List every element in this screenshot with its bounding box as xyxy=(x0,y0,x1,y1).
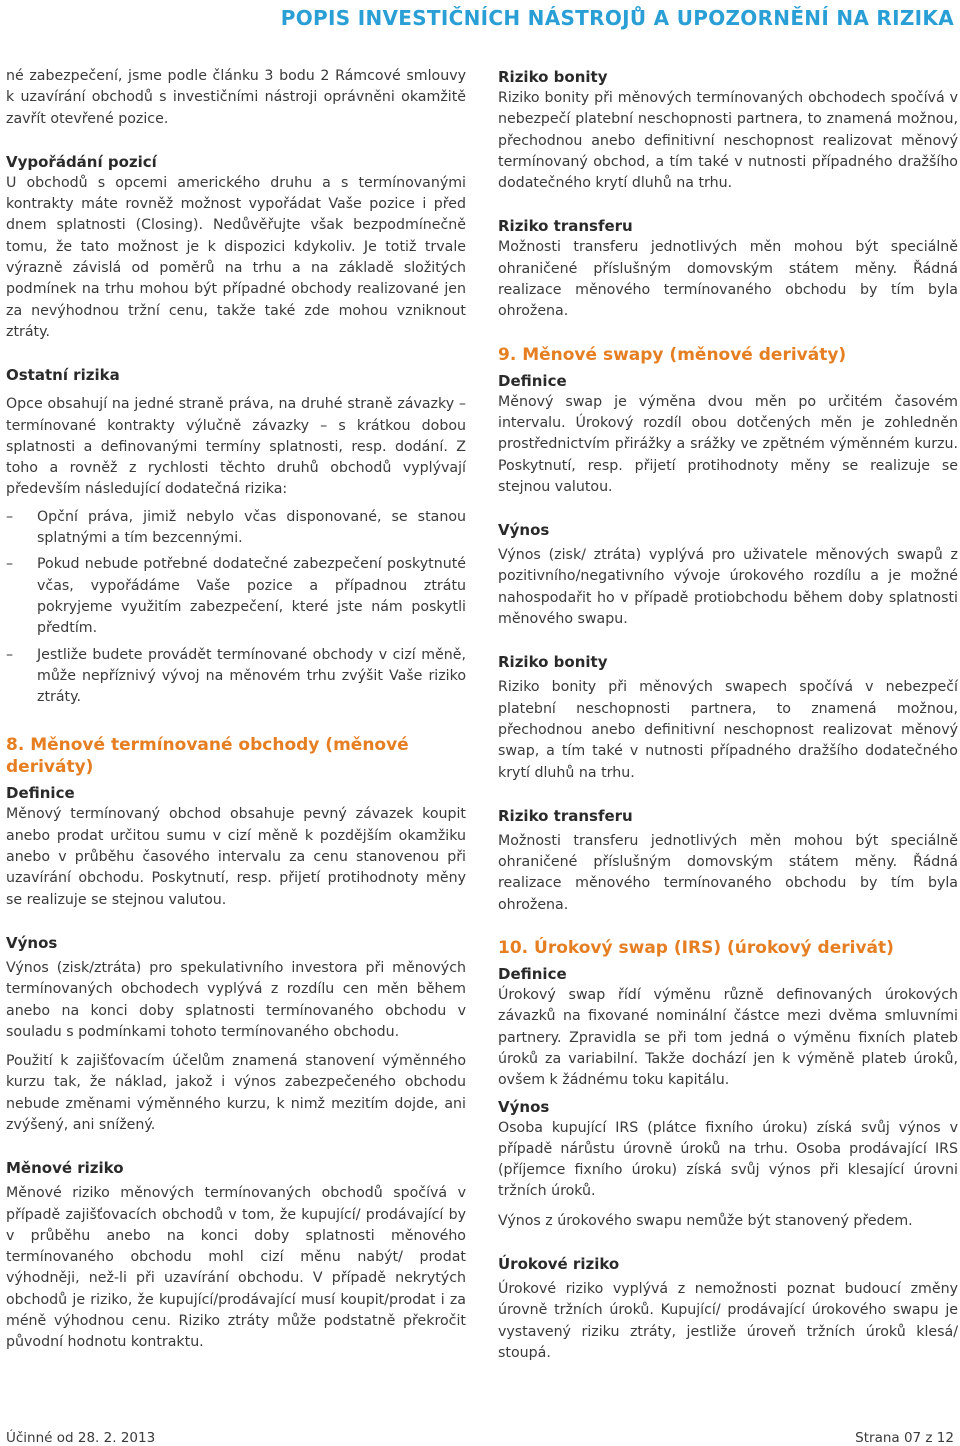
heading-vynos: Výnos xyxy=(6,933,58,952)
list-item: – Opční práva, jimiž nebylo včas disponované, se stanou splatnými a tím bezcennými. xyxy=(6,507,466,550)
section-9-heading: 9. Měnové swapy (měnové deriváty) xyxy=(498,344,847,365)
heading-vynos: Výnos xyxy=(498,521,550,540)
left-column xyxy=(6,66,466,1354)
definice-text: Úrokový swap řídí výměnu různě definovaných úrokových závazků na fixované nominální částce mezi dvěma smluvními partnery. Zpravidla se při tom jedná o výměnu fixních plateb úroků za variabilní. Takže dochází jen k výměně plateb úroků, ovšem k žádnému toku kapitálu. xyxy=(498,987,958,1089)
list-item: – Pokud nebude potřebné dodatečné zabezpečení poskytnuté včas, vypořádáme Vaše pozice a případnou ztrátu pokryjeme využitím zabezpečení, které jste nám poskytli předtím. xyxy=(6,554,466,639)
risk-list xyxy=(6,507,466,709)
list-item: – Jestliže budete provádět termínované obchody v cizí měně, může nepříznivý vývoj na měnovém trhu zvýšit Vaše riziko ztráty. xyxy=(6,645,466,709)
ostatni-text: Opce obsahují na jedné straně práva, na druhé straně závazky – termínované kontrakty výlučně závazky – s krátkou dobou splatnosti a definovanými termíny splatnosti, resp. dodání. Z toho a rovněž z rychlosti těchto druhů obchodů vyplývají především následující dodatečná rizika: xyxy=(6,396,466,498)
heading-riziko-transferu: Riziko transferu xyxy=(498,806,633,825)
vynos-text-2: Výnos z úrokového swapu nemůže být stanovený předem. xyxy=(498,1212,913,1229)
vynos-text: Osoba kupující IRS (plátce fixního úroku) získá svůj výnos v případě nárůstu úrovně úroků na trhu. Osoba prodávající IRS (příjemce fixního úroku) získá svůj výnos při klesající úrovni tržních úroků. xyxy=(498,1119,958,1200)
riziko-bonity-text: Riziko bonity při měnových termínovaných obchodech spočívá v nebezpečí platební neschopnosti partnera, to znamená možnou, přechodnou anebo definitivní neschopnost realizovat měnový termínovaný obchod, a tím také v nutnosti případného dražšího dodatečného krytí dluhů na trhu. xyxy=(498,90,958,192)
heading-riziko-bonity: Riziko bonity xyxy=(498,653,608,672)
footer-page-number: Strana 07 z 12 xyxy=(855,1430,954,1446)
urokove-riziko-text: Úrokové riziko vyplývá z nemožnosti poznat budoucí změny úrovně tržních úroků. Kupující/ prodávající úrokového swapu je vystavený riziku ztráty, jestliže úroveň tržních úroků klesá/ stoupá. xyxy=(498,1280,958,1361)
vynos-text: Výnos (zisk/ztráta) pro spekulativního investora při měnových termínovaných obchodech vyplývá z rozdílu cen měn během anebo na konci doby splatnosti termínovaného obchodu v souladu s podmínkami tohoto termínovaného obchodu. xyxy=(6,959,466,1040)
section-8-heading: 8. Měnové termínované obchody (měnové deriváty) xyxy=(6,735,409,778)
riziko-transferu-text: Možnosti transferu jednotlivých měn mohou být speciálně ohraničené příslušným domovským státem měny. Řádná realizace měnového termínovaného obchodu by tím byla ohrožena. xyxy=(498,239,958,320)
definice-text: Měnový swap je výměna dvou měn po určitém časovém intervalu. Úrokový rozdíl obou dotčených měn je zohledněn prostřednictvím přirážky a srážky ve zpětném výměnném kurzu. Poskytnutí, resp. přijetí protihodnoty měny se realizuje se stejnou valutou. xyxy=(498,393,958,495)
heading-riziko-transferu: Riziko transferu xyxy=(498,217,633,236)
heading-definice: Definice xyxy=(498,965,567,984)
intro-paragraph: né zabezpečení, jsme podle článku 3 bodu 2 Rámcové smlouvy k uzavírání obchodů s investičními nástroji oprávněni okamžitě zavřít otevřené pozice. xyxy=(6,68,466,127)
riziko-bonity-text: Riziko bonity při měnových swapech spočívá v nebezpečí platební neschopnosti partnera, to znamená možnou, přechodnou anebo definitivní neschopnost realizovat měnový swap, a tím také v nutnosti případného dražšího dodatečného krytí dluhů na trhu. xyxy=(498,679,958,781)
heading-riziko-bonity: Riziko bonity xyxy=(498,68,608,86)
footer-effective-date: Účinné od 28. 2. 2013 xyxy=(6,1430,156,1446)
heading-definice: Definice xyxy=(6,784,75,803)
heading-vynos: Výnos xyxy=(498,1097,550,1116)
heading-ostatni-rizika: Ostatní rizika xyxy=(6,366,120,385)
vynos-text-2: Použití k zajišťovacím účelům znamená stanovení výměnného kurzu tak, že náklad, jakož i výnos zabezpečeného obchodu nebude změnami výměnného kurzu, k nimž mezitím dojde, ani zvýšený, ani snížený. xyxy=(6,1053,466,1133)
definice-text: Měnový termínovaný obchod obsahuje pevný závazek koupit anebo prodat určitou sumu v cizí měně k pozdějším okamžiku anebo v průběhu časového intervalu za cenu stanovenou při uzavírání obchodu. Poskytnutí, resp. přijetí protihodnoty měny se realizuje se stejnou valutou. xyxy=(6,806,466,908)
heading-menove-riziko: Měnové riziko xyxy=(6,1159,124,1178)
section-10-heading: 10. Úrokový swap (IRS) (úrokový derivát) xyxy=(498,938,894,959)
heading-vyporadani: Vypořádání pozicí xyxy=(6,152,157,171)
vynos-text: Výnos (zisk/ ztráta) vyplývá pro uživatele měnových swapů z pozitivního/negativního vývoje úrokového rozdílu a je možné nahospodařit ho v případě protiobchodu během doby splatnosti měnového swapu. xyxy=(498,547,958,628)
vyporadani-text: U obchodů s opcemi amerického druhu a s termínovanými kontrakty máte rovněž možnost vypořádat Vaše pozice i před dnem splatnosti (Closing). Nedůvěřujte však bezpodmínečně tomu, že tato možnost je k dispozici kdykoliv. Je totiž trvale výrazně závislá od poměrů na trhu a na základě složitých podmínek na trhu mohou být případné obchody realizované jen za nevýhodnou tržní cenu, takže také zde mohou vzniknout ztráty. xyxy=(6,174,466,340)
menove-riziko-text: Měnové riziko měnových termínovaných obchodů spočívá v případě zajišťovacích obchodů v tom, že kupující/ prodávající by v průběhu anebo na konci doby splatnosti měnového termínovaného obchodu mohl cizí měnu nabýt/ prodat výhodněji, než-li při uzavírání obchodu. V případě nekrytých obchodů je riziko, že kupující/prodávající musí koupit/prodat i za méně výhodnou cenu. Riziko ztráty může podstatně překročit původní hodnotu kontraktu. xyxy=(6,1185,466,1351)
right-column xyxy=(498,66,958,1364)
page-header-title: POPIS INVESTIČNÍCH NÁSTROJŮ A UPOZORNĚNÍ NA RIZIKA xyxy=(280,6,954,30)
riziko-transferu-text: Možnosti transferu jednotlivých měn mohou být speciálně ohraničené příslušným domovským státem měny. Řádná realizace měnového termínovaného obchodu by tím byla ohrožena. xyxy=(498,832,958,913)
heading-urokove-riziko: Úrokové riziko xyxy=(498,1254,620,1273)
heading-definice: Definice xyxy=(498,371,567,390)
